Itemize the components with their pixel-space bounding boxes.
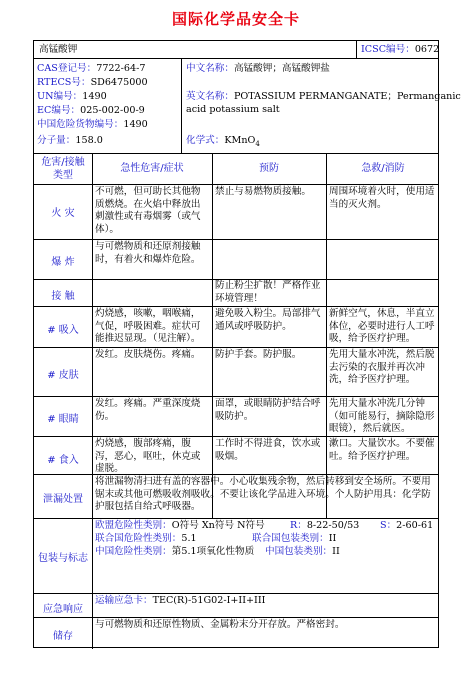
eyes-prevention: 面罩，或眼睛防护结合呼吸防护。	[215, 398, 321, 422]
rtecs-number: RTECS号：SD6475000	[37, 77, 148, 88]
cas-number: CAS登记号：7722-64-7	[37, 63, 146, 74]
english-name: 英文名称：POTASSIUM PERMANGANATE；Permanganic	[186, 91, 461, 102]
un-hazard-class: 联合国危险性类别：5.1	[95, 533, 197, 544]
english-name-cont: acid potassium salt	[186, 104, 280, 115]
row-label-spill: 泄漏处置	[43, 494, 83, 505]
eyes-aid: 先用大量水冲洗几分钟（如可能易行，摘除隐形眼镜），然后就医。	[329, 398, 435, 434]
chemical-formula: 化学式：KMnO$_4$	[186, 135, 260, 148]
card-title: 国际化学品安全卡	[171, 10, 300, 28]
contact-prevention: 防止粉尘扩散！严格作业环境管理！	[215, 280, 321, 304]
row-label-contact: 接 触	[51, 291, 75, 302]
row-label-ingestion: # 食入	[47, 455, 79, 466]
transport-emergency-card: 运输应急卡：TEC(R)-51G02-I+II+III	[95, 595, 266, 606]
ingestion-hazard: 灼烧感，腹部疼痛，腹泻，恶心，呕吐，休克或虚脱。	[95, 438, 201, 474]
eu-hazard-class: 欧盟危险性类别：O符号 Xn符号 N符号	[95, 520, 265, 531]
molecular-weight: 分子量：158.0	[37, 135, 103, 146]
chinese-name: 中文名称：高锰酸钾；高锰酸钾盐	[186, 63, 330, 74]
header-acute-hazard: 急性危害/症状	[120, 163, 184, 174]
row-label-emergency: 应急响应	[43, 604, 83, 615]
un-packing-group: 联合国包装类别：II	[252, 533, 337, 544]
un-number: UN编号：1490	[37, 91, 107, 102]
header-prevention: 预防	[259, 163, 279, 174]
fire-aid: 周围环境着火时，使用适当的灭火剂。	[329, 186, 435, 210]
skin-hazard: 发红。皮肤烧伤。疼痛。	[95, 349, 201, 360]
header-exposure-type: 危害/接触 类型	[41, 157, 85, 181]
skin-aid: 先用大量水冲洗，然后脱去污染的衣服并再次冲洗，给予医疗护理。	[329, 349, 435, 385]
ingestion-aid: 漱口。大量饮水。不要催吐。给予医疗护理。	[329, 438, 435, 462]
china-dangerous-goods-number: 中国危险货物编号：1490	[37, 119, 148, 130]
r-phrases: R：8-22-50/53	[290, 520, 360, 531]
icsc-number: ICSC编号：0672	[361, 44, 440, 55]
spill-text: 将泄漏物清扫进有盖的容器中。小心收集残余物，然后转移到安全场所。不要用锯末或其他可燃吸收剂吸收。不要让该化学品进入环境。个人防护用具：化学防护服包括自给式呼吸器。	[95, 476, 431, 512]
row-label-explosion: 爆 炸	[51, 257, 75, 268]
inhalation-aid: 新鲜空气，休息，半直立体位，必要时进行人工呼吸，给予医疗护理。	[329, 308, 435, 344]
ingestion-prevention: 工作时不得进食，饮水或吸烟。	[215, 438, 321, 462]
ec-number: EC编号：025-002-00-9	[37, 105, 145, 116]
chemical-name-cn: 高锰酸钾	[39, 44, 78, 55]
row-label-fire: 火 灾	[51, 208, 75, 219]
row-label-eyes: # 眼睛	[47, 414, 79, 425]
explosion-hazard: 与可燃物质和还原剂接触时，有着火和爆炸危险。	[95, 241, 201, 265]
fire-hazard: 不可燃，但可助长其他物质燃烧。在火焰中释放出刺激性或有毒烟雾（或气体）。	[95, 186, 201, 235]
row-label-skin: # 皮肤	[47, 370, 79, 381]
china-packing-group: 中国包装类别：II	[265, 546, 340, 557]
safety-card	[33, 40, 461, 648]
storage-text: 与可燃物质和还原性物质、金属粉末分开存放。严格密封。	[95, 619, 345, 630]
eyes-hazard: 发红。疼痛。严重深度烧伤。	[95, 398, 201, 422]
row-label-inhalation: # 吸入	[47, 325, 79, 336]
s-phrases: S：2-60-61	[380, 520, 434, 531]
china-hazard-class: 中国危险性类别：第5.1项氧化性物质	[95, 546, 255, 557]
fire-prevention: 禁止与易燃物质接触。	[215, 186, 311, 197]
skin-prevention: 防护手套。防护服。	[215, 349, 302, 360]
row-label-storage: 储存	[53, 631, 73, 642]
inhalation-hazard: 灼烧感，咳嗽，咽喉痛，气促，呼吸困难。症状可能推迟显现。（见注解）。	[95, 308, 201, 344]
header-first-aid: 急救/消防	[361, 163, 405, 174]
row-label-packaging: 包装与标志	[38, 553, 88, 564]
inhalation-prevention: 避免吸入粉尘。局部排气通风或呼吸防护。	[215, 308, 321, 332]
